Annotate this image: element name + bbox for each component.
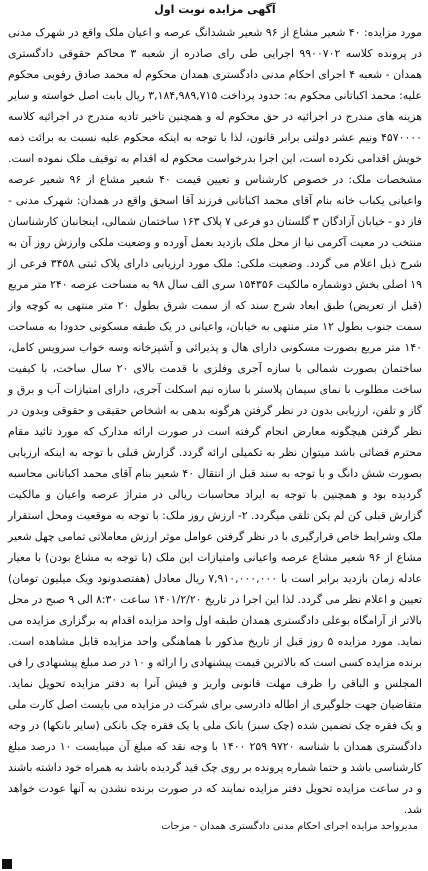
notice-body: مورد مزایده: ۴۰ شعیر مشاع از ۹۶ شعیر ششدانگ عرصه و اعیان ملک واقع در شهرک مدنی در پرونده کلاسه ۹۹۰۰۷۰۲ اجرایی طی رای صادره از شعبه ۳ محاکم حقوقی دادگستری همدان - شعبه ۴ اجرای احکام مدنی دادگستری همدان محکوم له محمد صادق رفوبی محکوم علیه: محمد اکباتانی محکوم به: حدود پرداخت ۳,۱۸۴,۹۸۹,۷۱۵ ریال بابت اصل خواسته و سایر هزینه های مندرج در اجرائیه در حق محکوم له و همچنین تاخیر تادیه مندرج در اجرائیه کلاسه ۴۵۷۰۰۰۰ ونیم عشر دولتی برابر قانون، لذا با توجه به اینکه محکوم علیه نسبت به برائت ذمه خویش اقدامی نکرده است، این اجرا بدرخواست محکوم له اقدام به توقیف ملک نموده است. مشخصات ملک: در خصوص کارشناس و تعیین قیمت ۴۰ شعیر مشاع از ۹۶ شعیر عرصه واعیانی یکباب خانه بنام آقای محمد اکباتانی فرزند آقا اسحق واقع در همدان: شهرک مدنی - فاز دو - خیابان آزادگان ۳ گلستان دو فرعی ۷ پلاک ۱۶۳ ساختمان شمالی، اینجانبان کارشناسان منتخب در معیت آکرمی نیا از محل ملک بازدید بعمل آورده و وضعیت ملکی وارزش روز آن به شرح ذیل اعلام می گردد. وضعیت ملکی: ملک مورد ارزیابی دارای پلاک ثبتی ۳۴۵۸ فرعی از ۱۹ اصلی بخش دوشماره مالکیت ۱۵۴۳۵۶ سری الف سال ۹۸ به مساحت عرصه ۲۴۰ متر مربع (قبل از تعریض) طبق ابعاد شرح سند که از سمت شرق بطول ۲۰ متر منتهی به کوچه واز سمت جنوب بطول ۱۲ متر منتهی به خیابان، واعیانی در یک طبقه مسکونی حدودا به مساحت ۱۴۰ متر مربع بصورت مسکونی دارای هال و پذیرائی و آشپزخانه وسه خواب سرویس کامل، ساختمان بصورت شمالی با سازه آجری وفلزی با قدمت بالای ۲۰ سال ساخت، با کیفیت ساخت مطلوب با نمای سیمان پلاستر با سازه نیم اسکلت آجری، دارای امتیازات آب و برق و گاز و تلفن، ارزیابی بدون در نظر گرفتن هرگونه بدهی به اشخاص حقیقی و حقوقی وبدون در نظر گرفتن هیچگونه معارض انجام گرفته است در صورت ارائه مدارک که مورد تائید مقام محترم قضائی باشد میتوان نظر به تکمیلی ارائه گردد. گزارش قبلی با توجه به اینکه ارزیابی بصورت شش دانگ و با توجه به سند قبل از انتقال ۴۰ شعیر بنام آقای محمد اکباتانی محاسبه گردیده بود و همچنین با توجه به ایراد محاسبات ریالی در متراژ عرصه واعیان و مالکیت گزارش قبلی کن لم یکن تلقی میگردد. ۲- ارزش روز ملک: با توجه به موقعیت ومحل استقرار ملک وشرایط خاص قرارگیری با در نظر گرفتن عوامل موثر ارزش معاملاتی تمامی چهل شعیر مشاع از ۹۶ شعیر مشاع عرصه واعیانی وامتیازات این ملک (با توجه به مشاع بودن) با معیار عادله زمان بازدید برابر است با ۷,۹۱۰,۰۰۰,۰۰۰ ریال معادل (هفتصدونود ویک میلیون تومان) تعیین و اعلام نظر می گردد. لذا این اجرا در تاریخ ۱۴۰۱/۲/۲۰ ساعت ۸:۳۰ الی ۹ صبح در محل بالاتر از آرامگاه بوعلی دادگستری همدان طبقه اول واحد مزایده اقدام به برگزاری مزایده می نماید. مورد مزایده ۵ روز قبل از تاریخ مذکور با هماهنگی واحد مزایده قابل مشاهده است. برنده مزایده کسی است که بالاترین قیمت پیشنهادی را ارائه و ۱۰ در صد مبلغ پیشنهادی را فی المجلس و الباقی را ظرف مهلت قانونی واریز و فیش آنرا به دفتر مزایده تحویل نماید. متقاضیان جهت جلوگیری از اطاله دادرسی برای شرکت در مزایده می بایست اصل کارت ملی و یک فقره چک تضمین شده (چک سبز) بانک ملی یا یک فقره چک بانکی (سایر بانکها) در وجه دادگستری همدان با شناسه ۹۷۲۰ ۲۵۹ ۱۴۰۰ با وجه نقد که مبلغ آن میبایست ۱۰ درصد مبلغ کارشناسی باشد و حتما شماره پرونده بر روی چک قید گردیده باشد به همراه خود داشته باشند و در ساعت مزایده تحویل دفتر مزایده نمایند که در صورت برنده نشدن به آنها عودت خواهد شد.: [8, 26, 423, 816]
notice-title: آگهی مزایده نوبت اول: [154, 3, 276, 16]
notice-footer-signature: مدیرواحد مزایده اجرای احکام مدنی دادگستری همدان - مزجات: [161, 821, 418, 832]
corner-mark: [2, 859, 12, 869]
